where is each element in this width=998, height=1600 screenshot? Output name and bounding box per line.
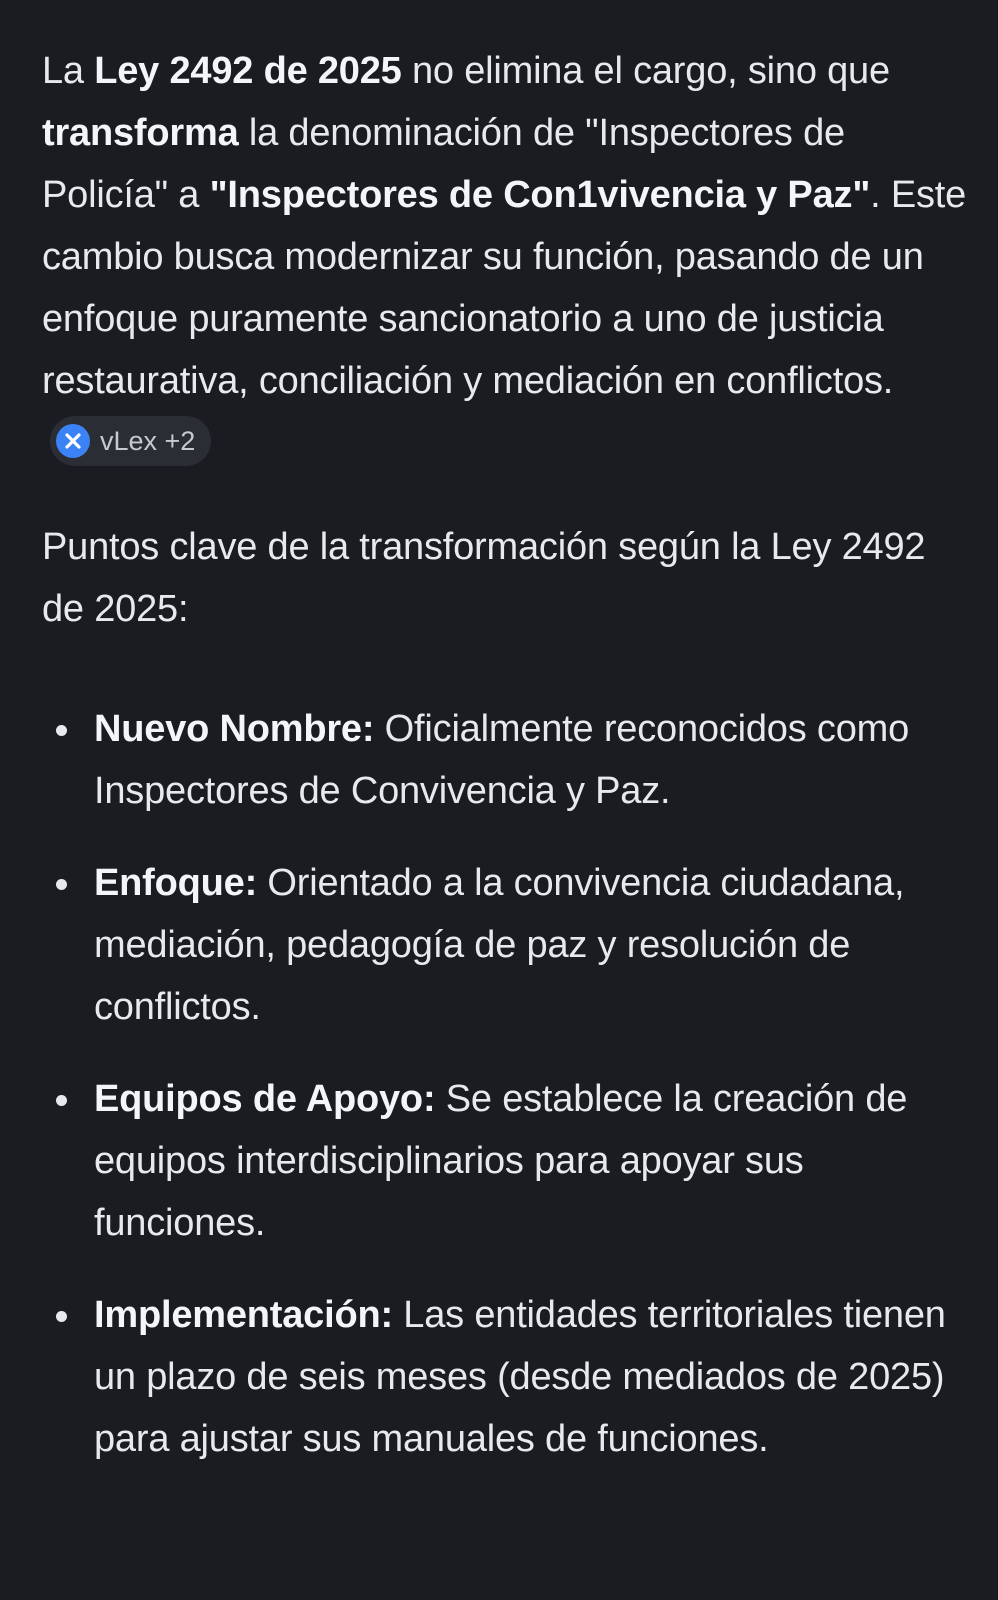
key-points-heading: Puntos clave de la transformación según la Ley 2492 de 2025: [42,526,926,630]
list-item [42,852,972,1038]
bullet-label: Equipos de Apoyo: [94,1078,436,1120]
intro-paragraph [42,40,972,474]
list-item [42,698,972,822]
intro-text-3: la denominación de "Inspectores de Policía" a [42,112,845,216]
new-name-bold: "Inspectores de Con1vivencia y Paz" [209,174,871,216]
list-item [42,1068,972,1254]
bullet-text: Las entidades territoriales tienen un plazo de seis meses (desde mediados de 2025) para ajustar sus manuales de funciones. [94,1294,946,1460]
transforma-bold: transforma [42,112,239,154]
x-circle-icon [56,424,90,458]
bullet-text: Oficialmente reconocidos como Inspectores de Convivencia y Paz. [94,708,910,812]
intro-text-4: . Este cambio busca modernizar su función, pasando de un enfoque puramente sancionatorio a uno de justicia restaurativa, conciliación y mediación en conflictos. [42,174,967,402]
source-chip[interactable] [50,416,211,466]
bullet-label: Enfoque: [94,862,258,904]
ai-response [42,40,972,1500]
bullet-text: Se establece la creación de equipos interdisciplinarios para apoyar sus funciones. [94,1078,908,1244]
source-chip-label: vLex +2 [100,426,196,456]
list-item [42,1284,972,1470]
intro-text-1: La [42,50,95,92]
bullet-label: Nuevo Nombre: [94,708,375,750]
bullet-text: Orientado a la convivencia ciudadana, mediación, pedagogía de paz y resolución de conflictos. [94,862,905,1028]
bullet-label: Implementación: [94,1294,393,1336]
law-name-bold: Ley 2492 de 2025 [94,50,402,92]
intro-text-2: no elimina el cargo, sino que [401,50,890,92]
key-points-list [42,698,972,1470]
